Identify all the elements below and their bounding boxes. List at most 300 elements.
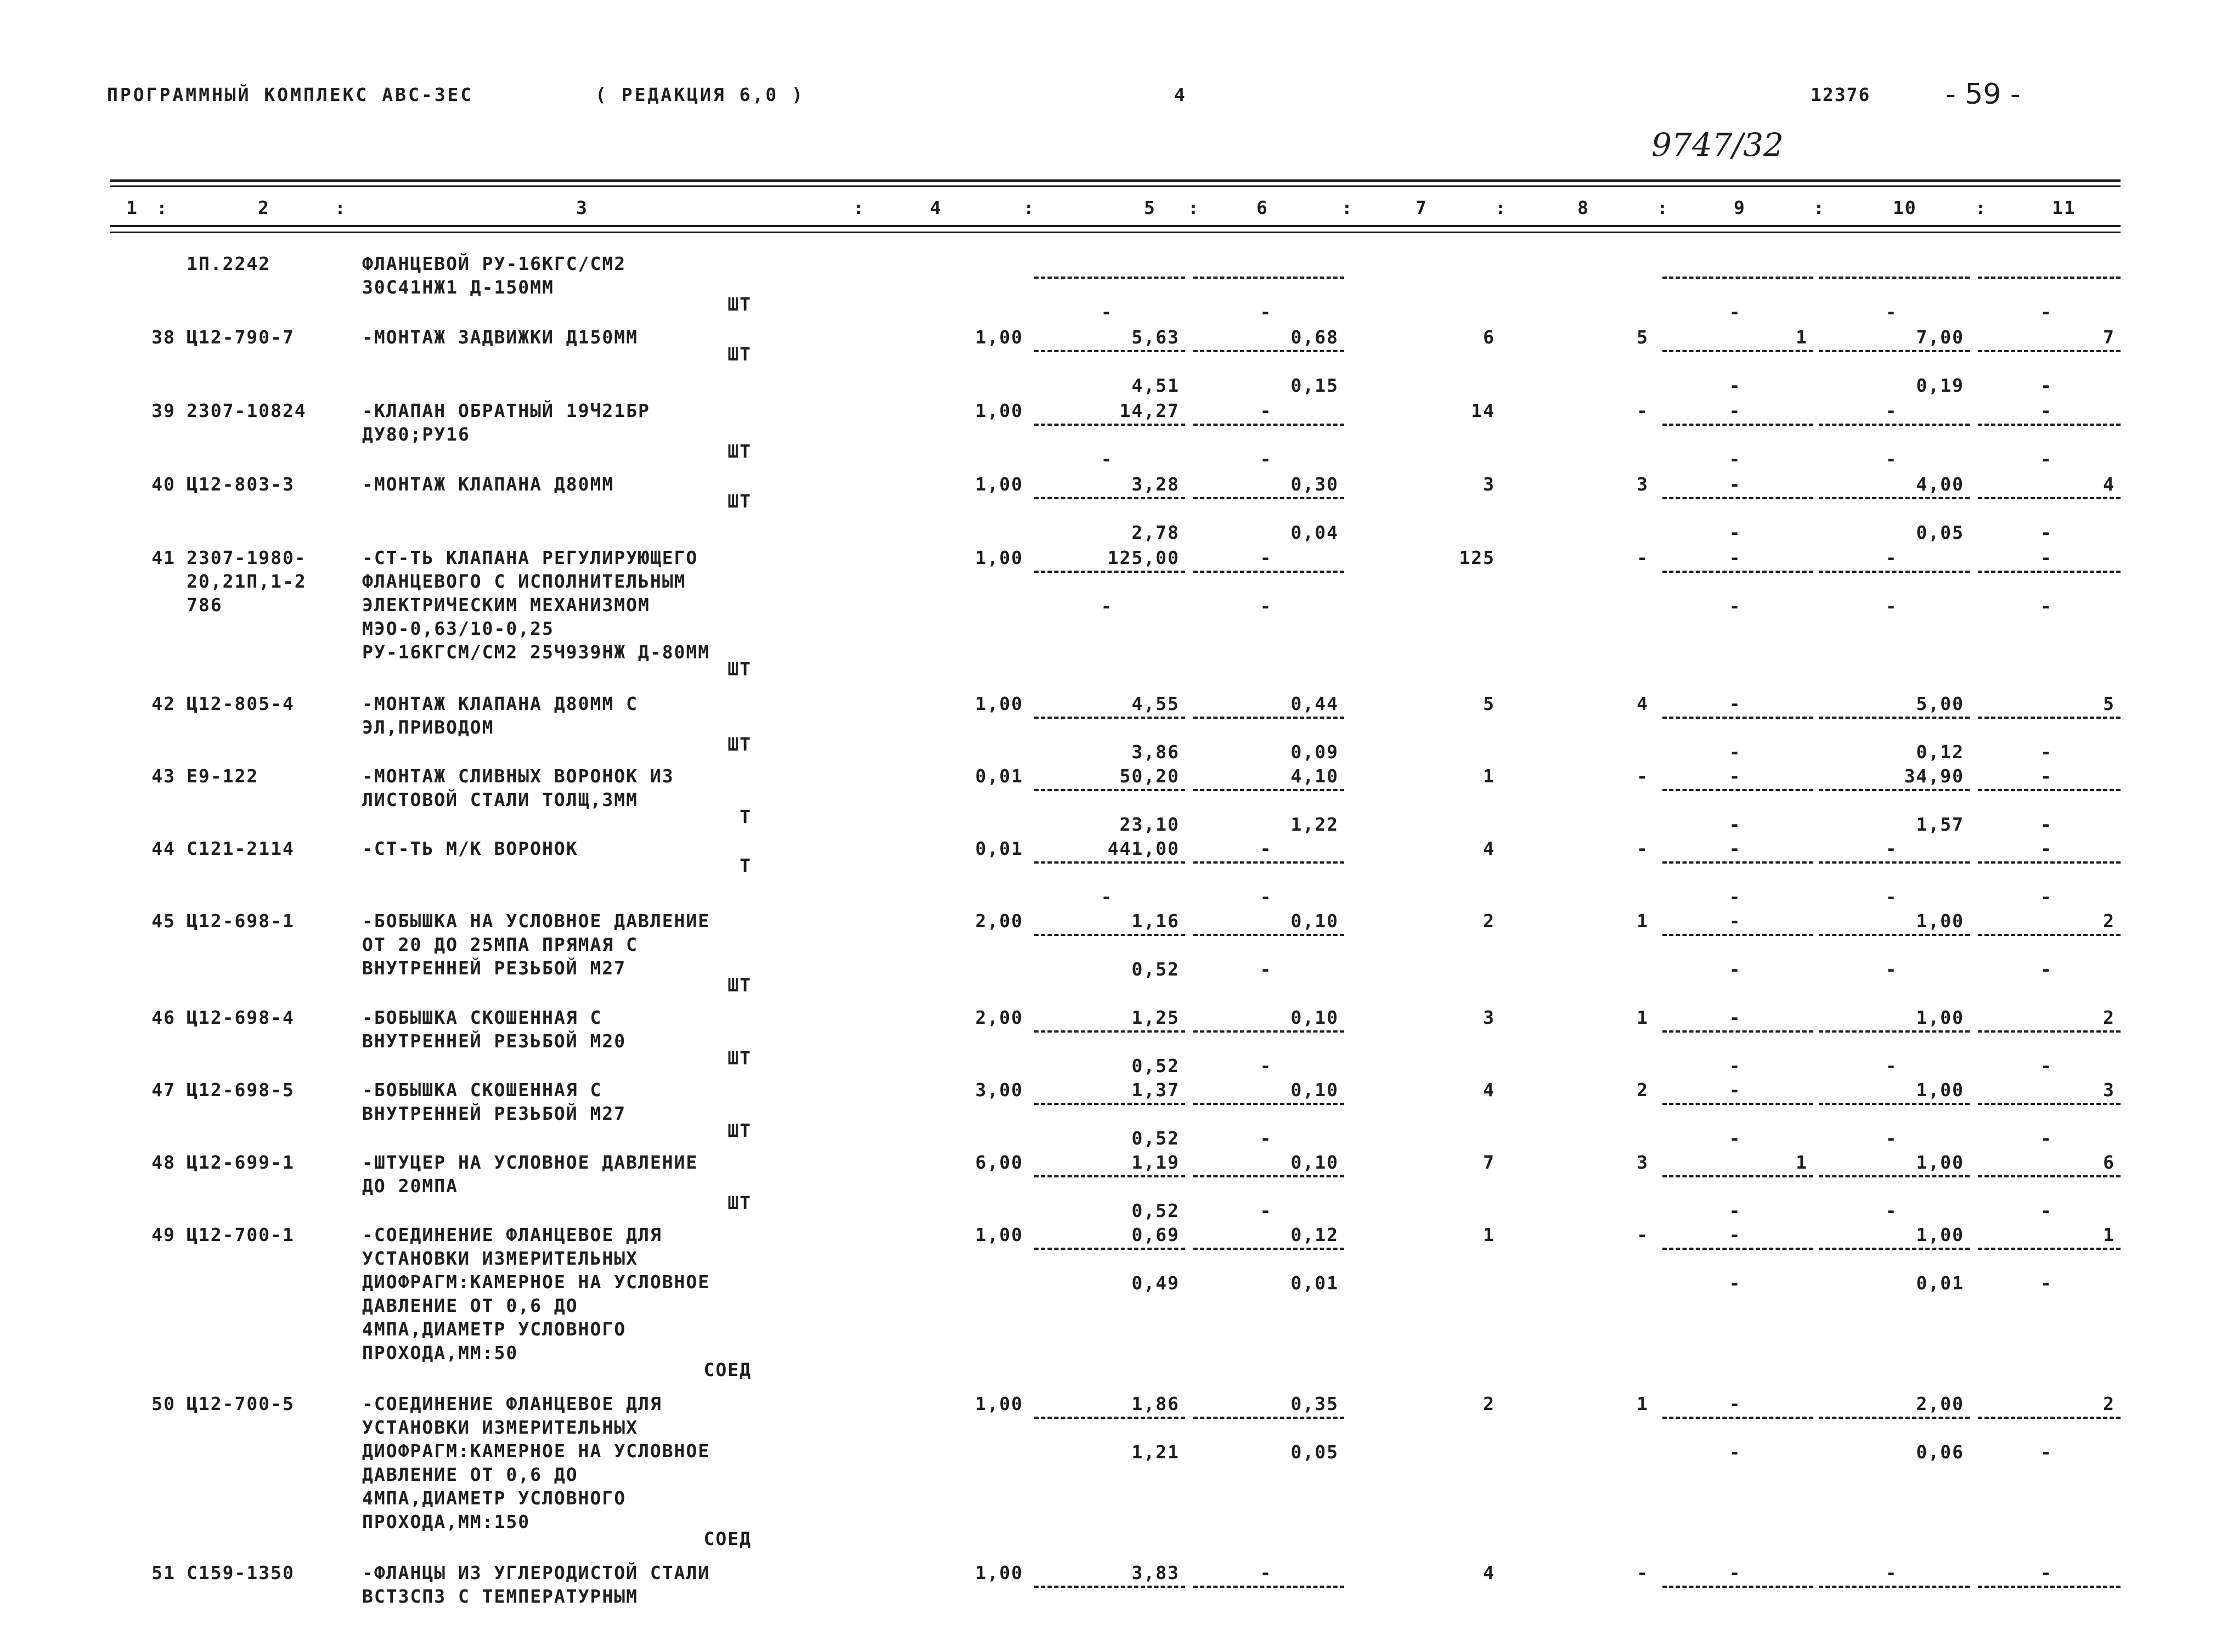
- col10-main: 1,00: [1916, 1007, 1964, 1028]
- work-description: -ШТУЦЕР НА УСЛОВНОЕ ДАВЛЕНИЕ: [362, 1152, 698, 1173]
- col8-value: -: [1637, 1562, 1649, 1583]
- col5-sub: 0,52: [1131, 959, 1180, 980]
- col5-sub: 0,52: [1131, 1200, 1180, 1221]
- col11-divider: [1978, 1417, 2121, 1419]
- col6-main: -: [1260, 400, 1272, 421]
- work-description: ЭЛЕКТРИЧЕСКИМ МЕХАНИЗМОМ: [362, 594, 650, 616]
- work-description: ПРОХОДА,ММ:50: [362, 1342, 518, 1363]
- col11-divider: [1978, 934, 2121, 936]
- col5-divider: [1034, 1030, 1185, 1033]
- quantity: 1,00: [975, 693, 1023, 714]
- work-description: -БОБЫШКА СКОШЕННАЯ С: [362, 1007, 602, 1028]
- work-description: -СТ-ТЬ М/К ВОРОНОК: [362, 838, 578, 859]
- col11-sub: -: [2040, 1127, 2053, 1149]
- col10-sub: -: [1885, 1055, 1898, 1076]
- work-description: ВСТ3СП3 С ТЕМПЕРАТУРНЫМ: [362, 1586, 638, 1607]
- work-description: 4МПА,ДИАМЕТР УСЛОВНОГО: [362, 1487, 627, 1509]
- col10-divider: [1819, 1417, 1970, 1419]
- price-code: 2307-1980-: [187, 547, 307, 568]
- price-code: С121-2114: [187, 838, 295, 859]
- col11-divider: [1978, 497, 2121, 499]
- column-separator: :: [1813, 197, 1825, 218]
- col11-main: 2: [2103, 1007, 2115, 1028]
- row-number: 48: [151, 1152, 176, 1173]
- col6-main: 4,10: [1290, 765, 1339, 787]
- col11-divider: [1978, 1030, 2121, 1033]
- quantity: 1,00: [975, 547, 1023, 568]
- col9-divider: [1662, 1175, 1813, 1177]
- col6-divider: [1193, 789, 1344, 791]
- col6-divider: [1193, 1248, 1344, 1250]
- col9-main: -: [1729, 1007, 1741, 1028]
- col6-sub: 0,04: [1290, 522, 1339, 543]
- work-description: ВНУТРЕННЕЙ РЕЗЬБОЙ М20: [362, 1030, 627, 1052]
- col6-main: 0,30: [1290, 473, 1339, 495]
- unit-label: ШТ: [728, 974, 752, 996]
- col5-divider: [1034, 424, 1185, 426]
- quantity: 2,00: [975, 910, 1023, 932]
- work-description: -КЛАПАН ОБРАТНЫЙ 19Ч21БР: [362, 400, 650, 421]
- col5-divider: [1034, 350, 1185, 352]
- header-bottom-rule: [110, 225, 2121, 227]
- col7-value: 3: [1483, 473, 1495, 495]
- col5-sub: 2,78: [1131, 522, 1180, 543]
- row-number: 50: [151, 1393, 176, 1414]
- col9-sub: -: [1729, 448, 1741, 470]
- col7-value: 3: [1483, 1007, 1495, 1028]
- col6-sub: 0,09: [1290, 741, 1339, 763]
- work-description: ПРОХОДА,ММ:150: [362, 1511, 531, 1532]
- col6-main: 0,68: [1290, 326, 1339, 348]
- col9-divider: [1662, 1586, 1813, 1588]
- col11-sub: -: [2040, 448, 2053, 470]
- col7-value: 125: [1459, 547, 1495, 568]
- sheet-number: 4: [1174, 84, 1186, 105]
- col11-main: 7: [2103, 326, 2115, 348]
- col5-main: 4,55: [1131, 693, 1180, 714]
- col5-sub: -: [1101, 886, 1113, 907]
- col8-value: 3: [1637, 473, 1649, 495]
- col5-main: 441,00: [1107, 838, 1180, 859]
- col11-sub: -: [2040, 1441, 2053, 1463]
- col6-main: 0,10: [1290, 1079, 1339, 1101]
- price-code: Ц12-700-1: [187, 1224, 295, 1245]
- col9-sub: -: [1729, 1272, 1741, 1294]
- table-top-rule: [110, 179, 2121, 182]
- col10-sub: 0,01: [1916, 1272, 1964, 1294]
- col6-divider: [1193, 1175, 1344, 1177]
- col5-sub: 4,51: [1131, 375, 1180, 396]
- col7-value: 1: [1483, 765, 1495, 787]
- col6-divider: [1193, 571, 1344, 573]
- col6-divider: [1193, 1030, 1344, 1033]
- col9-sub: -: [1729, 301, 1741, 323]
- col9-sub: -: [1729, 522, 1741, 543]
- col10-main: 4,00: [1916, 473, 1964, 495]
- col9-main: -: [1729, 1224, 1741, 1245]
- col10-divider: [1819, 277, 1970, 279]
- col11-sub: -: [2040, 886, 2053, 907]
- work-description: ДО 20МПА: [362, 1175, 458, 1197]
- col7-value: 4: [1483, 1079, 1495, 1101]
- col5-divider: [1034, 1103, 1185, 1105]
- col6-main: -: [1260, 838, 1272, 859]
- row-number: 44: [151, 838, 176, 859]
- col9-sub: -: [1729, 886, 1741, 907]
- col11-divider: [1978, 571, 2121, 573]
- col5-sub: 0,52: [1131, 1127, 1180, 1149]
- column-separator: :: [1657, 197, 1669, 218]
- work-description: ДИОФРАГМ:КАМЕРНОЕ НА УСЛОВНОЕ: [362, 1271, 711, 1293]
- col5-main: 1,86: [1131, 1393, 1180, 1414]
- col10-main: 5,00: [1916, 693, 1964, 714]
- col6-sub: 0,01: [1290, 1272, 1339, 1294]
- col10-sub: 0,06: [1916, 1441, 1964, 1463]
- col7-value: 5: [1483, 693, 1495, 714]
- col5-divider: [1034, 497, 1185, 499]
- column-header-11: 11: [2052, 197, 2076, 218]
- col10-sub: -: [1885, 595, 1898, 617]
- quantity: 1,00: [975, 473, 1023, 495]
- work-description: РУ-16КГСМ/СМ2 25Ч939НЖ Д-80ММ: [362, 641, 711, 663]
- price-code: Ц12-790-7: [187, 326, 295, 348]
- col11-divider: [1978, 1103, 2121, 1105]
- price-code: Ц12-700-5: [187, 1393, 295, 1414]
- work-description: УСТАНОВКИ ИЗМЕРИТЕЛЬНЫХ: [362, 1417, 638, 1438]
- column-header-4: 4: [930, 197, 942, 218]
- col9-divider: [1662, 861, 1813, 864]
- col5-sub: 0,52: [1131, 1055, 1180, 1076]
- col5-main: 1,25: [1131, 1007, 1180, 1028]
- col6-main: 0,10: [1290, 1152, 1339, 1173]
- work-description: -СОЕДИНЕНИЕ ФЛАНЦЕВОЕ ДЛЯ: [362, 1393, 662, 1414]
- col10-sub: 0,12: [1916, 741, 1964, 763]
- col9-main: -: [1729, 765, 1741, 787]
- price-code: Ц12-698-4: [187, 1007, 295, 1028]
- row-number: 47: [151, 1079, 176, 1101]
- work-description: ВНУТРЕННЕЙ РЕЗЬБОЙ М27: [362, 957, 627, 979]
- col9-divider: [1662, 789, 1813, 791]
- col9-divider: [1662, 934, 1813, 936]
- col5-divider: [1034, 1175, 1185, 1177]
- unit-label: ШТ: [728, 1192, 752, 1214]
- unit-label: Т: [740, 855, 752, 876]
- col6-sub: 1,22: [1290, 814, 1339, 835]
- col8-value: 5: [1637, 326, 1649, 348]
- col8-value: 1: [1637, 910, 1649, 932]
- col11-main: 5: [2103, 693, 2115, 714]
- col5-main: 1,16: [1131, 910, 1180, 932]
- col6-divider: [1193, 350, 1344, 352]
- col9-divider: [1662, 497, 1813, 499]
- work-description: -ФЛАНЦЫ ИЗ УГЛЕРОДИСТОЙ СТАЛИ: [362, 1562, 711, 1583]
- col8-value: 1: [1637, 1393, 1649, 1414]
- col9-sub: -: [1729, 814, 1741, 835]
- col10-main: 1,00: [1916, 1224, 1964, 1245]
- col9-divider: [1662, 1248, 1813, 1250]
- col5-main: 1,37: [1131, 1079, 1180, 1101]
- col11-main: 1: [2103, 1224, 2115, 1245]
- unit-label: СОЕД: [703, 1528, 752, 1549]
- quantity: 6,00: [975, 1152, 1023, 1173]
- col10-sub: -: [1885, 301, 1898, 323]
- work-description: ДАВЛЕНИЕ ОТ 0,6 ДО: [362, 1464, 578, 1485]
- col6-divider: [1193, 1417, 1344, 1419]
- col10-sub: -: [1885, 959, 1898, 980]
- col9-divider: [1662, 350, 1813, 352]
- quantity: 1,00: [975, 1393, 1023, 1414]
- col10-divider: [1819, 1103, 1970, 1105]
- work-description: -БОБЫШКА НА УСЛОВНОЕ ДАВЛЕНИЕ: [362, 910, 711, 932]
- work-description: -МОНТАЖ КЛАПАНА Д80ММ: [362, 473, 614, 495]
- column-header-3: 3: [576, 197, 588, 218]
- col10-divider: [1819, 789, 1970, 791]
- price-code: Ц12-805-4: [187, 693, 295, 714]
- col5-sub: 3,86: [1131, 741, 1180, 763]
- col6-main: -: [1260, 1562, 1272, 1583]
- col9-sub: -: [1729, 1441, 1741, 1463]
- col5-sub: 0,49: [1131, 1272, 1180, 1294]
- column-header-2: 2: [258, 197, 270, 218]
- col11-sub: -: [2040, 1200, 2053, 1221]
- price-code: С159-1350: [187, 1562, 295, 1583]
- col6-divider: [1193, 1586, 1344, 1588]
- col11-divider: [1978, 861, 2121, 864]
- work-description: ДАВЛЕНИЕ ОТ 0,6 ДО: [362, 1295, 578, 1316]
- col10-sub: 0,05: [1916, 522, 1964, 543]
- col7-value: 4: [1483, 838, 1495, 859]
- price-code: 786: [187, 594, 223, 616]
- quantity: 1,00: [975, 1224, 1023, 1245]
- col11-sub: -: [2040, 1272, 2053, 1294]
- row-number: 38: [151, 326, 176, 348]
- col5-divider: [1034, 571, 1185, 573]
- col11-main: -: [2040, 400, 2053, 421]
- col6-main: 0,10: [1290, 1007, 1339, 1028]
- col11-sub: -: [2040, 959, 2053, 980]
- col5-sub: 23,10: [1119, 814, 1180, 835]
- col11-divider: [1978, 1586, 2121, 1588]
- col5-sub: 1,21: [1131, 1441, 1180, 1463]
- column-header-5: 5: [1144, 197, 1156, 218]
- col11-divider: [1978, 277, 2121, 279]
- col6-main: 0,10: [1290, 910, 1339, 932]
- col11-sub: -: [2040, 522, 2053, 543]
- work-description: ВНУТРЕННЕЙ РЕЗЬБОЙ М27: [362, 1103, 627, 1124]
- quantity: 1,00: [975, 1562, 1023, 1583]
- quantity: 0,01: [975, 838, 1023, 859]
- column-header-9: 9: [1734, 197, 1746, 218]
- handwritten-note: 9747/32: [1651, 126, 1784, 163]
- col7-value: 2: [1483, 1393, 1495, 1414]
- work-description: ЭЛ,ПРИВОДОМ: [362, 717, 494, 738]
- col9-main: -: [1729, 473, 1741, 495]
- price-code: 20,21П,1-2: [187, 571, 307, 592]
- work-description: -МОНТАЖ СЛИВНЫХ ВОРОНОК ИЗ: [362, 765, 674, 787]
- col5-main: 14,27: [1119, 400, 1180, 421]
- col6-sub: 0,05: [1290, 1441, 1339, 1463]
- row-number: 46: [151, 1007, 176, 1028]
- col6-divider: [1193, 717, 1344, 719]
- work-description: -БОБЫШКА СКОШЕННАЯ С: [362, 1079, 602, 1101]
- col9-divider: [1662, 1030, 1813, 1033]
- col9-sub: -: [1729, 595, 1741, 617]
- unit-label: Т: [740, 806, 752, 827]
- col11-main: 2: [2103, 1393, 2115, 1414]
- column-separator: :: [335, 197, 347, 218]
- col9-sub: -: [1729, 375, 1741, 396]
- col9-sub: -: [1729, 741, 1741, 763]
- work-description: -СТ-ТЬ КЛАПАНА РЕГУЛИРУЮЩЕГО: [362, 547, 698, 568]
- column-separator: :: [1023, 197, 1035, 218]
- table-top-rule-2: [110, 185, 2121, 187]
- col5-main: 125,00: [1107, 547, 1180, 568]
- col5-divider: [1034, 789, 1185, 791]
- col6-divider: [1193, 1103, 1344, 1105]
- col9-divider: [1662, 1103, 1813, 1105]
- col5-divider: [1034, 1417, 1185, 1419]
- col5-main: 3,28: [1131, 473, 1180, 495]
- program-title: ПРОГРАММНЫЙ КОМПЛЕКС АВС-3ЕС: [107, 84, 474, 105]
- col9-divider: [1662, 717, 1813, 719]
- price-code: 1П.2242: [187, 253, 271, 274]
- col10-divider: [1819, 1030, 1970, 1033]
- col8-value: -: [1637, 400, 1649, 421]
- col9-sub: -: [1729, 1055, 1741, 1076]
- col7-value: 4: [1483, 1562, 1495, 1583]
- col8-value: 2: [1637, 1079, 1649, 1101]
- work-description: -СОЕДИНЕНИЕ ФЛАНЦЕВОЕ ДЛЯ: [362, 1224, 662, 1245]
- row-number: 40: [151, 473, 176, 495]
- col9-sub: -: [1729, 1200, 1741, 1221]
- col11-sub: -: [2040, 1055, 2053, 1076]
- col9-divider: [1662, 571, 1813, 573]
- col9-main: 1: [1796, 326, 1808, 348]
- price-code: Ц12-698-1: [187, 910, 295, 932]
- unit-label: ШТ: [728, 1120, 752, 1141]
- col9-main: -: [1729, 693, 1741, 714]
- col8-value: 1: [1637, 1007, 1649, 1028]
- col11-sub: -: [2040, 595, 2053, 617]
- work-description: -МОНТАЖ ЗАДВИЖКИ Д150ММ: [362, 326, 638, 348]
- col11-divider: [1978, 717, 2121, 719]
- col5-divider: [1034, 277, 1185, 279]
- col6-sub: -: [1260, 1200, 1272, 1221]
- col10-divider: [1819, 1175, 1970, 1177]
- work-description: 4МПА,ДИАМЕТР УСЛОВНОГО: [362, 1318, 627, 1340]
- col6-divider: [1193, 277, 1344, 279]
- col8-value: 4: [1637, 693, 1649, 714]
- work-description: -МОНТАЖ КЛАПАНА Д80ММ С: [362, 693, 638, 714]
- col7-value: 1: [1483, 1224, 1495, 1245]
- col11-main: 2: [2103, 910, 2115, 932]
- col6-divider: [1193, 424, 1344, 426]
- col5-sub: -: [1101, 448, 1113, 470]
- col7-value: 6: [1483, 326, 1495, 348]
- col10-divider: [1819, 424, 1970, 426]
- col10-main: -: [1885, 1562, 1898, 1583]
- column-header-7: 7: [1416, 197, 1428, 218]
- object-code: 12376: [1811, 84, 1871, 105]
- col5-main: 50,20: [1119, 765, 1180, 787]
- col5-main: 1,19: [1131, 1152, 1180, 1173]
- col11-main: 3: [2103, 1079, 2115, 1101]
- col10-main: -: [1885, 547, 1898, 568]
- col8-value: -: [1637, 838, 1649, 859]
- quantity: 1,00: [975, 400, 1023, 421]
- unit-label: ШТ: [728, 343, 752, 365]
- col10-divider: [1819, 717, 1970, 719]
- price-code: Ц12-699-1: [187, 1152, 295, 1173]
- col6-sub: -: [1260, 448, 1272, 470]
- col5-divider: [1034, 934, 1185, 936]
- quantity: 0,01: [975, 765, 1023, 787]
- col11-divider: [1978, 1248, 2121, 1250]
- col9-main: -: [1729, 1393, 1741, 1414]
- col11-divider: [1978, 424, 2121, 426]
- col7-value: 7: [1483, 1152, 1495, 1173]
- col9-main: -: [1729, 547, 1741, 568]
- header-bottom-rule-2: [110, 232, 2121, 233]
- row-number: 42: [151, 693, 176, 714]
- col5-divider: [1034, 717, 1185, 719]
- work-description: 30С41НЖ1 Д-150ММ: [362, 277, 554, 298]
- col10-divider: [1819, 1586, 1970, 1588]
- col8-value: -: [1637, 1224, 1649, 1245]
- col10-sub: -: [1885, 448, 1898, 470]
- col6-sub: -: [1260, 595, 1272, 617]
- unit-label: ШТ: [728, 441, 752, 462]
- col10-divider: [1819, 350, 1970, 352]
- col11-sub: -: [2040, 814, 2053, 835]
- col5-sub: -: [1101, 595, 1113, 617]
- col9-main: -: [1729, 910, 1741, 932]
- column-header-8: 8: [1577, 197, 1589, 218]
- col11-divider: [1978, 1175, 2121, 1177]
- col6-main: 0,44: [1290, 693, 1339, 714]
- work-description: ДИОФРАГМ:КАМЕРНОЕ НА УСЛОВНОЕ: [362, 1440, 711, 1462]
- col9-main: -: [1729, 838, 1741, 859]
- col11-sub: -: [2040, 301, 2053, 323]
- col9-divider: [1662, 277, 1813, 279]
- col11-divider: [1978, 350, 2121, 352]
- work-description: ФЛАНЦЕВОЙ РУ-16КГС/СМ2: [362, 253, 627, 274]
- col11-divider: [1978, 789, 2121, 791]
- col5-main: 5,63: [1131, 326, 1180, 348]
- col7-value: 14: [1471, 400, 1495, 421]
- column-separator: :: [853, 197, 865, 218]
- unit-label: ШТ: [728, 294, 752, 315]
- price-code: 2307-10824: [187, 400, 307, 421]
- col10-main: -: [1885, 838, 1898, 859]
- column-separator: :: [1495, 197, 1507, 218]
- quantity: 2,00: [975, 1007, 1023, 1028]
- col6-divider: [1193, 497, 1344, 499]
- col11-main: -: [2040, 1562, 2053, 1583]
- unit-label: ШТ: [728, 1047, 752, 1069]
- col10-divider: [1819, 934, 1970, 936]
- col5-main: 3,83: [1131, 1562, 1180, 1583]
- column-separator: :: [1341, 197, 1354, 218]
- col9-main: -: [1729, 1562, 1741, 1583]
- col6-sub: -: [1260, 1127, 1272, 1149]
- col6-sub: -: [1260, 1055, 1272, 1076]
- col8-value: 3: [1637, 1152, 1649, 1173]
- col6-divider: [1193, 861, 1344, 864]
- col10-sub: -: [1885, 886, 1898, 907]
- col6-main: 0,12: [1290, 1224, 1339, 1245]
- col11-sub: -: [2040, 375, 2053, 396]
